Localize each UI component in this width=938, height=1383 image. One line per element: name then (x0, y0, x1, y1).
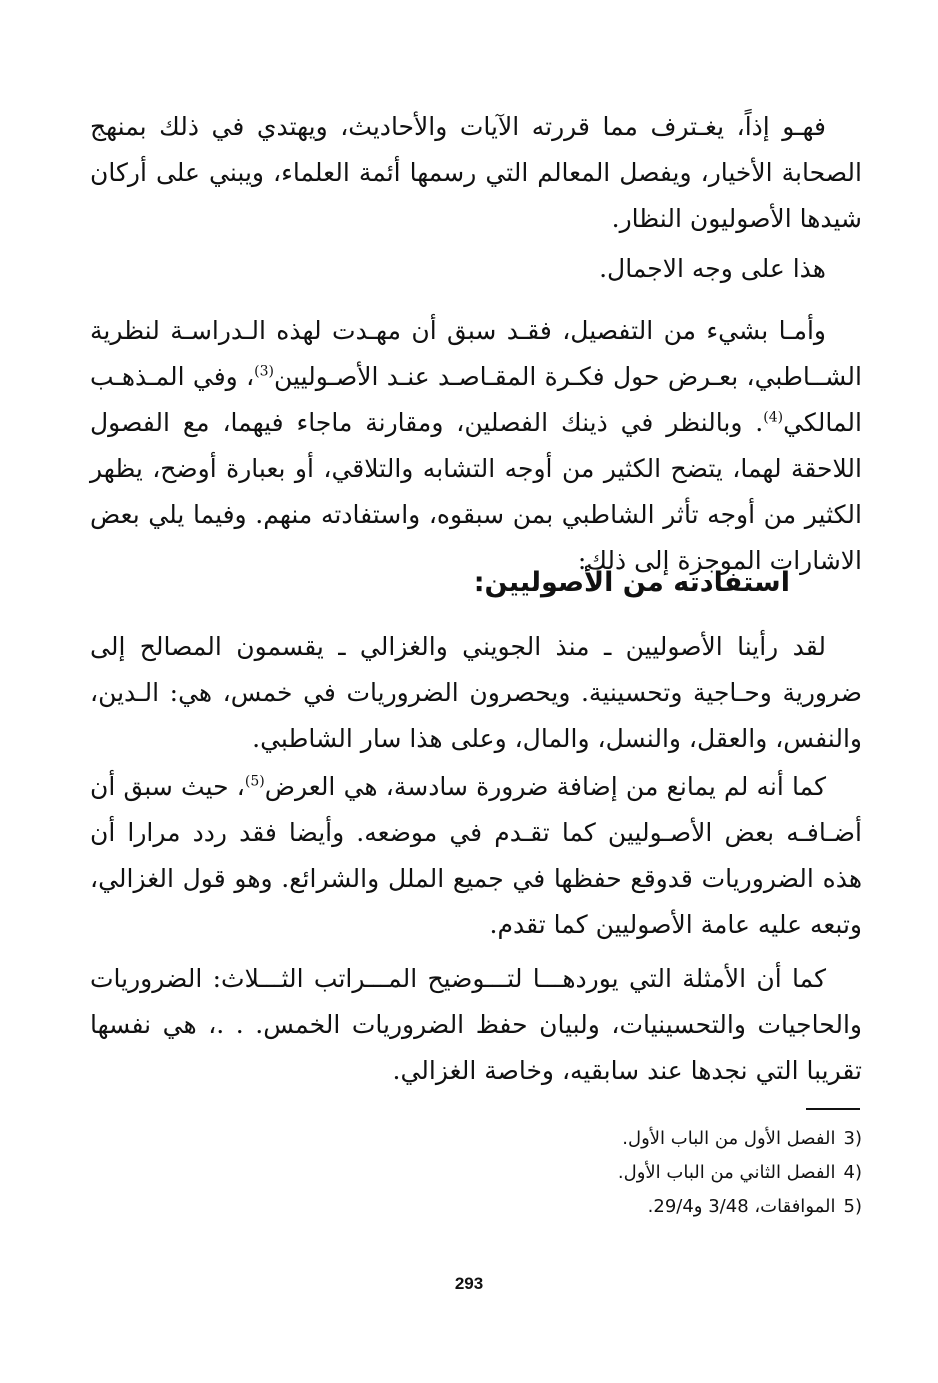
paragraph-6-text: كما أن الأمثلة التي يوردهـــا لتـــوضيح المـــراتب الثـــلاث: الضروريات والحاجيات والتحسينيات، ولبيان حفظ الضروريات الخمس. . .، هي نفسها تقريبا التي نجدها عند سابقيه، وخاصة الغزالي. (90, 964, 862, 1085)
footnote-item (162, 1122, 862, 1156)
footnote-text: الفصل الثاني من الباب الأول. (617, 1162, 836, 1183)
paragraph-3 (90, 308, 862, 584)
paragraph-2-text: هذا على وجه الاجمال. (599, 254, 826, 283)
footnote-ref-5: (5) (244, 773, 265, 790)
section-heading: استفادته من الأصوليين: (473, 567, 790, 598)
paragraph-3-text-a: وأمـا بشيء من التفصيل، فقـد سبق أن مهـدت لهذه الـدراسـة لنظرية الشــاطبي، بعـرض حول فكـرة المقـاصـد عنـد الأصـوليين (90, 316, 862, 391)
page-number: 293 (454, 1274, 484, 1293)
paragraph-4 (90, 624, 862, 762)
footnote-ref-3: (3) (254, 363, 274, 380)
footnote-item (162, 1156, 862, 1190)
footnote-ref-4: (4) (763, 409, 784, 426)
footnote-item (162, 1190, 862, 1224)
paragraph-6 (90, 956, 862, 1094)
paragraph-1 (90, 104, 862, 242)
paragraph-1-text: فهـو إذاً، يغـترف مما قررته الآيات والأحاديث، ويهتدي في ذلك بمنهج الصحابة الأخيار، ويفصل المعالم التي رسمها أئمة العلماء، ويبني على أركان شيدها الأصوليون النظار. (90, 112, 862, 233)
paragraph-5 (90, 764, 862, 948)
paragraph-2 (90, 246, 862, 292)
paragraph-5-text-a: كما أنه لم يمانع من إضافة ضرورة سادسة، هي العرض (264, 772, 826, 801)
paragraph-3-text-c: . وبالنظر في ذينك الفصلين، ومقارنة ماجاء فيهما، مع الفصول اللاحقة لهما، يتضح الكثير من أوجه التشابه والتلاقي، أو بعبارة أوضح، يظهر الكثير من أوجه تأثر الشاطبي بمن سبقوه، واستفادته منهم. وفيما يلي بعض الاشارات الموجزة إلى ذلك: (90, 408, 862, 575)
footnote-number: 5) (843, 1196, 862, 1217)
footnotes (162, 1122, 862, 1224)
footnote-number: 4) (843, 1162, 862, 1183)
paragraph-5-text-b: ، حيث سبق أن أضـافـه بعض الأصـوليين كما تقـدم في موضعه. وأيضا فقد ردد مرارا أن هذه الضروريات قدوقع حفظها في جميع الملل والشرائع. وهو قول الغزالي، وتبعه عليه عامة الأصوليين كما تقدم. (90, 772, 863, 939)
footnote-number: 3) (843, 1128, 862, 1149)
paragraph-4-text: لقد رأينا الأصوليين ـ منذ الجويني والغزالي ـ يقسمون المصالح إلى ضرورية وحـاجية وتحسينية. ويحصرون الضروريات في خمس، هي: الـدين، والنفس، والعقل، والنسل، والمال، وعلى هذا سار الشاطبي. (90, 632, 862, 753)
footnote-text: الفصل الأول من الباب الأول. (622, 1128, 836, 1149)
footnote-separator (806, 1108, 860, 1110)
footnote-text: الموافقات، 3/48 و29/4. (647, 1196, 836, 1217)
paragraph-3-text-b: ، وفي المـذهـب المالكي (90, 362, 862, 437)
